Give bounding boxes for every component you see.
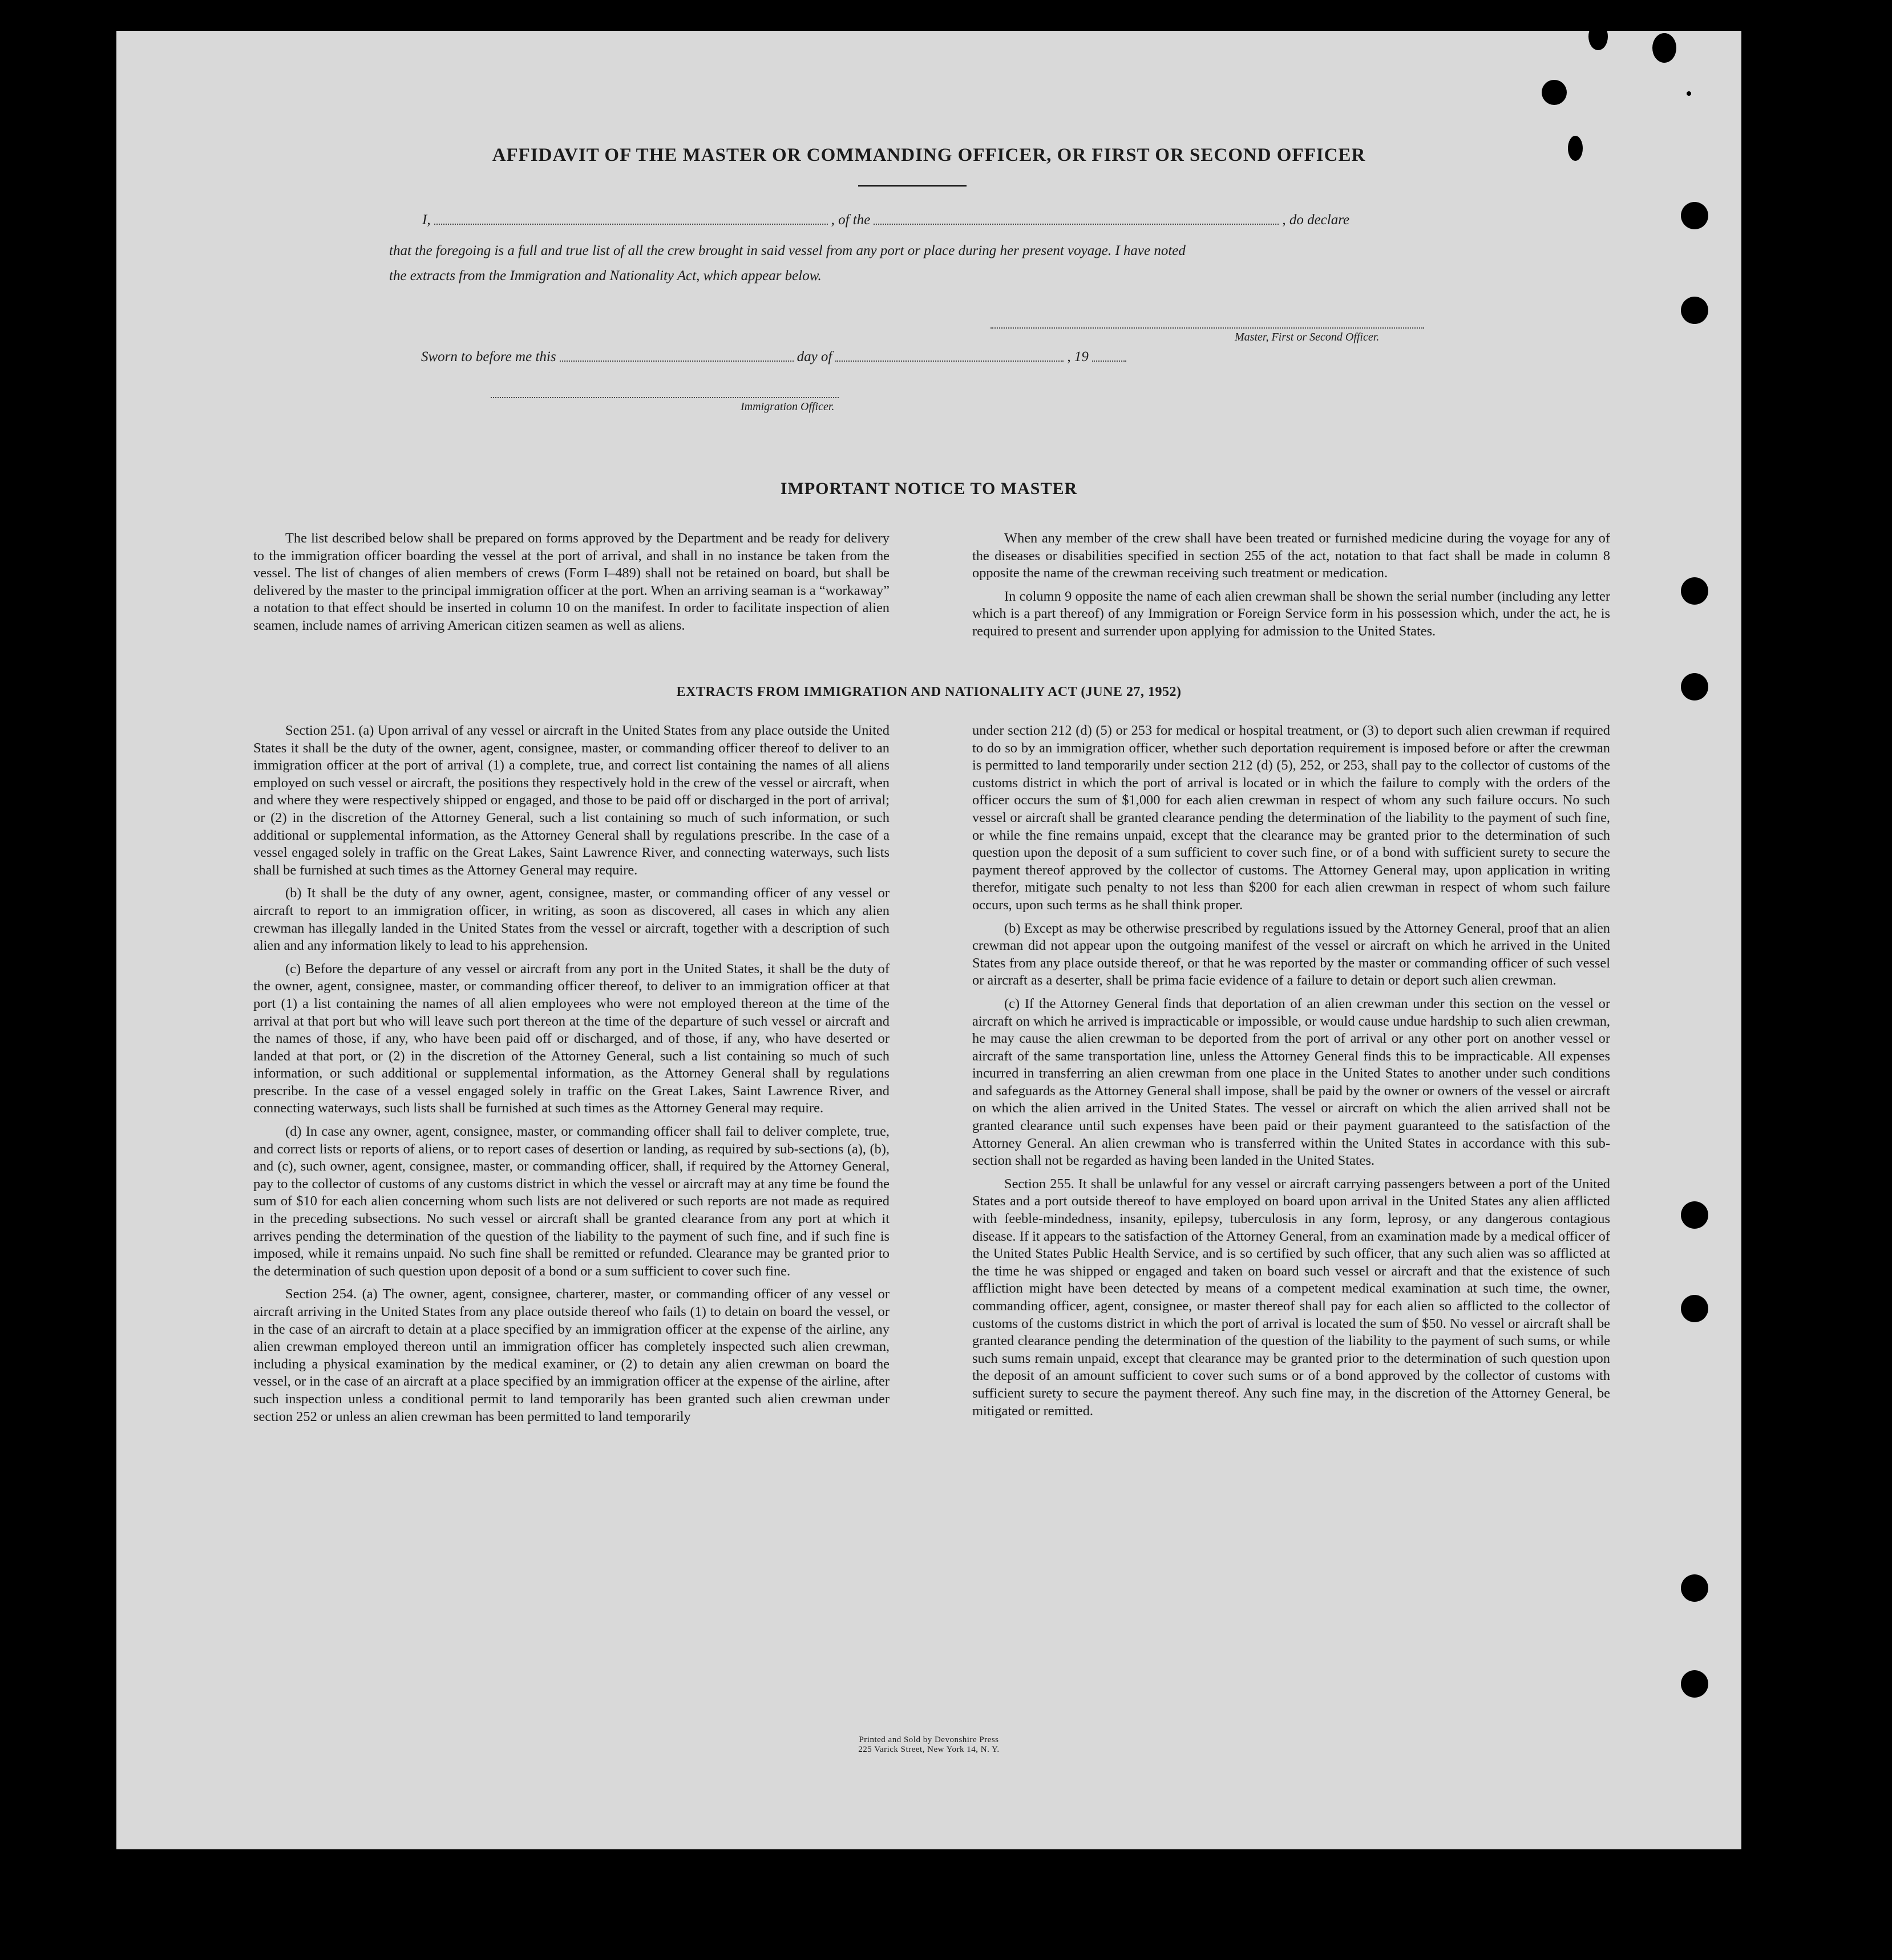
declaration-of-the: , of the	[831, 212, 871, 228]
paper-damage-mark	[1588, 23, 1608, 50]
paper-damage-mark	[1687, 91, 1691, 96]
vessel-blank	[874, 221, 1279, 225]
officer-signature-caption: Immigration Officer.	[741, 400, 835, 413]
notice-right-column	[972, 530, 1610, 641]
act-section-paragraph: (b) It shall be the duty of any owner, agent, consignee, master, or commanding officer of any vessel or aircraft to report to an immigration officer, in writing, as soon as discovered, all cases in which any alien crewman has illegally landed in the United States from the vessel or aircraft, together with a description of such alien and any information likely to lead to his apprehension.	[253, 885, 890, 954]
punch-hole	[1681, 1295, 1708, 1322]
act-section-paragraph: (c) Before the departure of any vessel or aircraft from any port in the United States, it shall be the duty of the owner, agent, consignee, master, or commanding officer thereof, to deliver to an immigration officer at that port (1) a list containing the names of all alien employees who were not employed thereon at the time of the arrival at that port but who will leave such port thereon at the time of the departure of such vessel or aircraft and the names of those, if any, who have been paid off or discharged, and of those, if any, who have deserted or landed at that port, or (2) in the discretion of the Attorney General, such a list containing so much of such information, or such additional or supplemental information, as the Attorney General shall by regulations prescribe. In the case of a vessel engaged solely in traffic on the Great Lakes, Saint Lawrence River, and connecting waterways, such lists shall be furnished at such times as the Attorney General may require.	[253, 961, 890, 1116]
act-section-paragraph: Section 255. It shall be unlawful for any vessel or aircraft carrying passengers between a port of the United States and a port outside thereof to have employed on board upon arrival in the United States any alien afflicted with feeble-mindedness, insanity, epilepsy, tuberculosis in any form, leprosy, or any dangerous contagious disease. If it appears to the satisfaction of the Attorney General, from an examination made by a medical officer of the United States Public Health Service, and is so certified by such officer, that any such alien was so afflicted at the time he was shipped or engaged and taken on board such vessel or aircraft and that the existence of such affliction might have been detected by means of a competent medical examination at such time, the owner, commanding officer, agent, consignee, or master thereof shall pay for each alien so afflicted to the collector of customs of the customs district in which the port of arrival is located the sum of $50. No vessel or aircraft shall be granted clearance pending the determination of the question of the liability to the payment of such sums, or while such sums remain unpaid, except that clearance may be granted prior to the determination of such question upon the deposit of an amount sufficient to cover such sums or of a bond approved by the collector of customs with sufficient surety to secure the payment thereof. Any such fine may, in the discretion of the Attorney General, be mitigated or remitted.	[972, 1176, 1610, 1419]
declaration-i: I,	[422, 212, 431, 228]
extracts-right-column	[972, 722, 1610, 1420]
printer-footer	[116, 1735, 1741, 1755]
master-signature-line	[991, 327, 1424, 329]
notice-paragraph: The list described below shall be prepared on forms approved by the Department and be ready for delivery to the immigration officer boarding the vessel at the port of arrival, and shall in no instance be taken from the vessel. The list of changes of alien members of crews (Form I–489) shall not be retained on board, but shall be delivered by the master to the principal immigration officer at the port. When an arriving seaman is a “workaway” a notation to that effect should be inserted in column 10 on the manifest. In order to facilitate inspection of alien seamen, include names of arriving American citizen seamen as well as aliens.	[253, 531, 890, 633]
act-section-paragraph: under section 212 (d) (5) or 253 for medical or hospital treatment, or (3) to deport such alien crewman if required to do so by an immigration officer, whether such deportation requirement is imposed before or after the crewman is permitted to land temporarily under section 212 (d) (5), 252, or 253, shall pay to the collector of customs of the customs district in which the port of arrival is located or in which the failure to comply with the orders of the officer occurs the sum of $1,000 for each alien crewman in respect of whom any such failure occurs. No such vessel or aircraft shall be granted clearance pending the determination of the liability to the payment of such fine, or while the fine remains unpaid, except that the clearance may be granted prior to the determination of such question upon the deposit of a sum sufficient to cover such fine, or of a bond with sufficient surety to secure the payment thereof approved by the collector of customs. The Attorney General may, upon application in writing therefor, mitigate such penalty to not less than $200 for each alien crewman in respect of whom such failure occurs, upon such terms as he shall think proper.	[972, 723, 1610, 913]
notice-left-column	[253, 530, 890, 635]
act-section-paragraph: (c) If the Attorney General finds that deportation of an alien crewman under this section on the vessel or aircraft on which he arrived is impracticable or impossible, or would cause undue hardship to such alien crewman, he may cause the alien crewman to be deported from the port of arrival or any other port on another vessel or aircraft of the same transportation line, unless the Attorney General finds this to be impracticable. All expenses incurred in transferring an alien crewman from one place in the United States to another under such conditions and safeguards as the Attorney General shall impose, shall be paid by the owner or owners of the vessel or aircraft on which the alien arrived in the United States. The vessel or aircraft on which the alien arrived shall not be granted clearance until such expenses have been paid or their payment guaranteed to the satisfaction of the Attorney General. An alien crewman who is transferred within the United States in accordance with this sub-section shall not be regarded as having been landed in the United States.	[972, 995, 1610, 1169]
act-section-paragraph: (b) Except as may be otherwise prescribed by regulations issued by the Attorney General, proof that an alien crewman did not appear upon the outgoing manifest of the vessel or aircraft on which he arrived in the United States from any place outside thereof, or that he was reported by the master or commanding officer of such vessel or aircraft as a deserter, shall be prima facie evidence of a failure to detain or deport such alien crewman.	[972, 920, 1610, 989]
punch-hole	[1681, 1670, 1708, 1698]
notice-paragraph: When any member of the crew shall have been treated or furnished medicine during the voyage for any of the diseases or disabilities specified in section 255 of the act, notation to that fact shall be made in column 8 opposite the name of the crewman receiving such treatment or medication.	[972, 531, 1610, 581]
affidavit-title: AFFIDAVIT OF THE MASTER OR COMMANDING OFFICER, OR FIRST OR SECOND OFFICER	[492, 145, 1366, 165]
declaration-text-line-2: that the foregoing is a full and true list of all the crew brought in said vessel from any port or place during her present voyage. I have noted	[389, 243, 1186, 258]
punch-hole	[1681, 1574, 1708, 1602]
extracts-left-column	[253, 722, 890, 1426]
year-blank	[1092, 358, 1126, 362]
printer-address: 225 Varick Street, New York 14, N. Y.	[858, 1745, 1000, 1754]
officer-signature-line	[491, 397, 839, 398]
punch-hole	[1681, 202, 1708, 229]
title-divider	[858, 185, 967, 187]
notice-title: IMPORTANT NOTICE TO MASTER	[780, 479, 1078, 498]
extracts-title: EXTRACTS FROM IMMIGRATION AND NATIONALITY ACT (JUNE 27, 1952)	[676, 685, 1182, 699]
sworn-day-blank	[560, 358, 794, 362]
act-section-paragraph: Section 251. (a) Upon arrival of any vessel or aircraft in the United States from any place outside the United States it shall be the duty of the owner, agent, consignee, master, or commanding officer thereof to deliver to an immigration officer at the port of arrival (1) a complete, true, and correct list containing the names of all aliens employed on such vessel or aircraft, the positions they respectively hold in the crew of the vessel or aircraft, when and where they were respectively shipped or engaged, and those to be paid off or discharged in the port of arrival; or (2) in the discretion of the Attorney General, such a list containing so much of such information, or such additional or supplemental information, as the Attorney General shall by regulations prescribe. In the case of a vessel engaged solely in traffic on the Great Lakes, Saint Lawrence River, and connecting waterways, such lists shall be furnished at such times as the Attorney General may require.	[253, 723, 890, 878]
declaration-text-line-3: the extracts from the Immigration and Nationality Act, which appear below.	[389, 268, 822, 284]
master-signature-caption: Master, First or Second Officer.	[1235, 331, 1380, 343]
document-page	[116, 31, 1741, 1849]
sworn-line	[421, 349, 1220, 365]
declaration-do-declare: , do declare	[1282, 212, 1350, 228]
sworn-label: Sworn to before me this	[421, 349, 556, 365]
punch-hole	[1681, 1201, 1708, 1229]
paper-damage-mark	[1568, 136, 1583, 161]
paper-damage-mark	[1542, 80, 1567, 105]
punch-hole	[1681, 297, 1708, 324]
printer-name: Printed and Sold by Devonshire Press	[859, 1735, 999, 1744]
declaration-line	[422, 212, 1561, 228]
punch-hole	[1681, 577, 1708, 605]
year-label: , 19	[1067, 349, 1089, 365]
month-blank	[835, 358, 1064, 362]
act-section-paragraph: Section 254. (a) The owner, agent, consignee, charterer, master, or commanding officer of any vessel or aircraft arriving in the United States from any place outside thereof who fails (1) to detain on board the vessel, or in the case of an aircraft to detain at a place specified by an immigration officer at the expense of the airline, any alien crewman employed thereon until an immigration officer has completely inspected such alien crewman, including a physical examination by the medical examiner, or (2) to detain any alien crewman on board the vessel, or in the case of an aircraft at a place specified by an immigration officer at the expense of the airline, after such inspection unless a conditional permit to land temporarily has been granted such alien crewman under section 252 or unless an alien crewman has been permitted to land temporarily	[253, 1286, 890, 1424]
name-blank	[434, 221, 828, 225]
paper-damage-mark	[1652, 33, 1676, 63]
day-of-label: day of	[797, 349, 832, 365]
punch-hole	[1681, 673, 1708, 700]
act-section-paragraph: (d) In case any owner, agent, consignee, master, or commanding officer shall fail to deliver complete, true, and correct lists or reports of aliens, or to report cases of desertion or landing, as required by sub-sections (a), (b), and (c), such owner, agent, consignee, master, or commanding officer, shall, if required by the Attorney General, pay to the collector of customs of any customs district in which the vessel or aircraft may at any time be found the sum of $10 for each alien concerning whom such lists are not delivered or such reports are not made as required in the preceding subsections. No such vessel or aircraft shall be granted clearance from any port at which it arrives pending the determination of the question of the liability to the payment of such fine, and if such fine is imposed, while it remains unpaid. No such fine shall be remitted or refunded. Clearance may be granted prior to the determination of such question upon deposit of a bond or a sum sufficient to cover such fine.	[253, 1124, 890, 1279]
notice-paragraph: In column 9 opposite the name of each alien crewman shall be shown the serial number (including any letter which is a part thereof) of any Immigration or Foreign Service form in his possession which, under the act, he is required to present and surrender upon applying for admission to the United States.	[972, 588, 1610, 639]
